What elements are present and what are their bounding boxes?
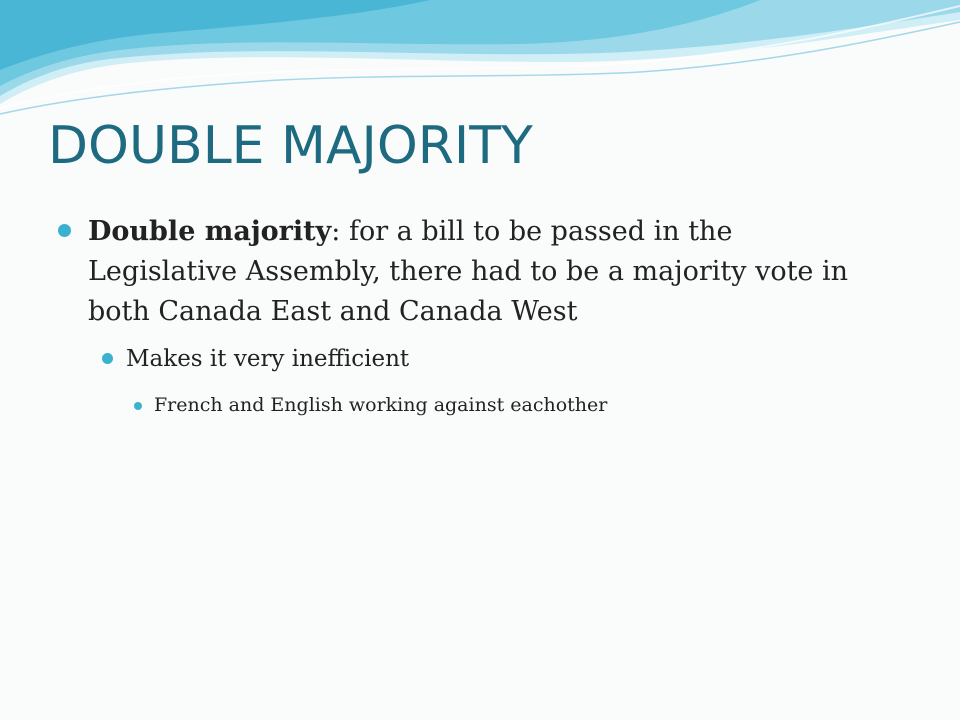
- bullet-text: [88, 212, 888, 332]
- bullet-dot-icon: [58, 224, 71, 237]
- bullet-level-1: [58, 212, 888, 332]
- bullet-dot-icon: [102, 353, 113, 364]
- bullet-definition: : for a bill to be passed in the Legislative Assembly, there had to be a majority vote in both Canada East and Canada West: [88, 216, 849, 327]
- bullet-level-3: [134, 388, 894, 422]
- slide-title: DOUBLE MAJORITY: [48, 116, 533, 176]
- sub-bullet-text: Makes it very inefficient: [126, 346, 410, 372]
- bold-term: Double majority: [88, 216, 332, 247]
- sub-sub-bullet-text: French and English working against eachother: [154, 394, 608, 416]
- header-wave-decoration: [0, 0, 960, 120]
- bullet-dot-icon: [134, 402, 142, 410]
- bullet-level-2: [102, 340, 882, 378]
